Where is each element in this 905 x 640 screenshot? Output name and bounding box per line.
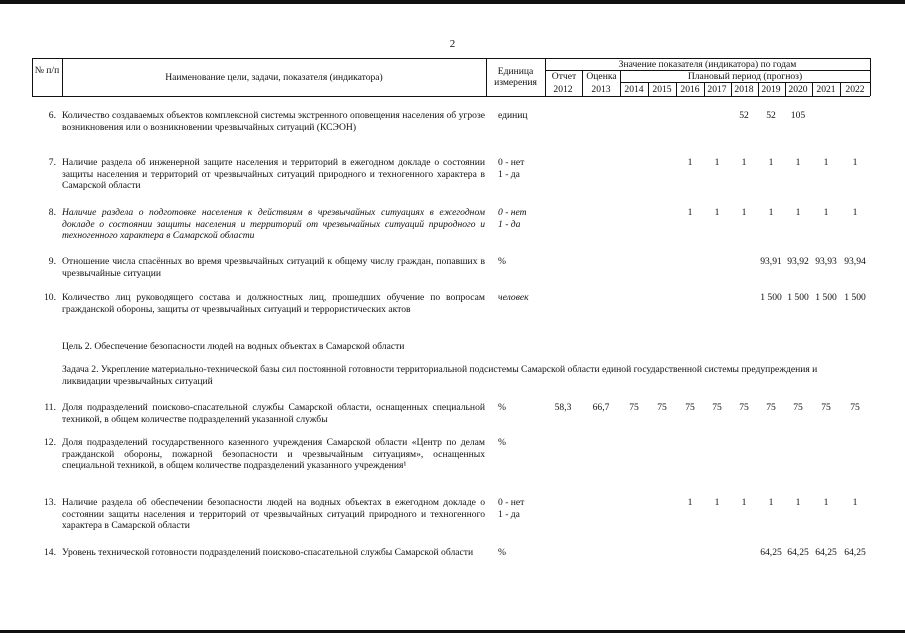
header-estimate: Оценка	[586, 71, 617, 82]
header-unit: Единица измерения	[494, 66, 537, 88]
goal-2: Цель 2. Обеспечение безопасности людей на водных объектах в Самарской области	[62, 341, 405, 352]
task-2-text: Задача 2. Укрепление материально-технической базы сил постоянной готовности территориальной подсистемы Самарской области единой государственной системы предупреждения и ликвидации чрезвычайных ситуаций	[62, 364, 818, 387]
header-year: 2017	[707, 84, 727, 95]
indicator-value: 1	[852, 497, 858, 508]
header-no: № п/п	[34, 65, 60, 76]
indicator-unit: %	[498, 402, 506, 413]
header-year: 2020	[788, 84, 808, 95]
header-year: 2018	[734, 84, 754, 95]
indicator-name: Наличие раздела о подготовке населения к действиям в чрезвычайных ситуациях в ежегодном докладе о состоянии защиты населения и территорий от чрезвычайных ситуаций природного и техногенного характера в Самарской области	[62, 207, 485, 242]
indicator-name: Наличие раздела об инженерной защите населения и территорий в ежегодном докладе о состоянии защиты населения и территорий от чрезвычайных ситуаций природного и техногенного характера в Самарской области	[62, 157, 485, 192]
indicator-value: 1 500	[815, 292, 837, 303]
indicator-value: 1	[823, 497, 829, 508]
indicator-value: 1	[687, 497, 693, 508]
indicator-value: 1	[823, 157, 829, 168]
indicator-name: Доля подразделений поисково-спасательной службы Самарской области, оснащенных специальной техникой, в общем количестве подразделений указанной службы	[62, 402, 485, 425]
indicator-value: 75	[821, 402, 831, 413]
indicator-value: 1 500	[844, 292, 866, 303]
indicator-value: 93,92	[787, 256, 809, 267]
indicator-value: 93,91	[760, 256, 782, 267]
header-year: 2021	[816, 84, 836, 95]
header-name: Наименование цели, задачи, показателя (индикатора)	[165, 72, 383, 83]
header-year: 2012	[553, 84, 573, 95]
scan-bottom-edge	[0, 630, 905, 633]
indicator-name: Количество создаваемых объектов комплексной системы экстренного оповещения населения об угрозе возникновения или о возникновении чрезвычайных ситуаций (КСЭОН)	[62, 110, 485, 133]
header-year: 2013	[591, 84, 611, 95]
indicator-value: 1	[852, 157, 858, 168]
indicator-value: 75	[766, 402, 776, 413]
row-number: 12.	[44, 437, 56, 448]
indicator-value: 1	[795, 207, 801, 218]
indicator-unit: %	[498, 256, 506, 267]
indicator-unit: единиц	[498, 110, 528, 121]
indicator-value: 1	[823, 207, 829, 218]
row-number: 10.	[44, 292, 56, 303]
indicator-value: 1	[741, 497, 747, 508]
row-number: 8.	[48, 207, 56, 218]
indicator-value: 1	[687, 157, 693, 168]
header-report: Отчет	[551, 71, 577, 82]
indicator-value: 1 500	[760, 292, 782, 303]
row-number: 14.	[44, 547, 56, 558]
row-number: 9.	[48, 256, 56, 267]
page-number: 2	[449, 38, 456, 50]
row-number: 7.	[48, 157, 56, 168]
indicator-value: 1	[852, 207, 858, 218]
indicator-value: 1	[687, 207, 693, 218]
header-plan: Плановый период (прогноз)	[687, 71, 803, 82]
header-year: 2022	[845, 84, 865, 95]
indicator-value: 1	[795, 157, 801, 168]
header-values-group: Значение показателя (индикатора) по годам	[618, 59, 797, 70]
indicator-value: 1	[714, 207, 720, 218]
indicator-value: 1	[741, 207, 747, 218]
indicator-name: Доля подразделений государственного казенного учреждения Самарской области «Центр по делам гражданской обороны, пожарной безопасности и чрезвычайным ситуациям», оснащенных специальной техникой, в общем количестве подразделений указанного учреждения¹	[62, 437, 485, 472]
scan-top-edge	[0, 0, 905, 4]
header-year: 2014	[624, 84, 644, 95]
indicator-value: 75	[739, 402, 749, 413]
indicator-value: 1	[714, 157, 720, 168]
indicator-value: 75	[793, 402, 803, 413]
indicator-value: 66,7	[592, 402, 610, 413]
indicator-value: 1	[768, 157, 774, 168]
indicator-value: 52	[766, 110, 776, 121]
indicator-value: 75	[629, 402, 639, 413]
indicator-value: 64,25	[844, 547, 866, 558]
indicator-value: 93,94	[844, 256, 866, 267]
indicator-value: 1 500	[787, 292, 809, 303]
indicator-value: 1	[795, 497, 801, 508]
indicator-unit: %	[498, 437, 506, 448]
header-year: 2015	[652, 84, 672, 95]
indicator-value: 1	[741, 157, 747, 168]
indicator-value: 1	[768, 207, 774, 218]
indicator-unit: 0 - нет 1 - да	[498, 157, 525, 180]
row-number: 11.	[44, 402, 56, 413]
indicator-unit: 0 - нет 1 - да	[498, 497, 525, 520]
indicator-value: 1	[714, 497, 720, 508]
indicator-value: 64,25	[815, 547, 837, 558]
task-2	[62, 364, 862, 387]
indicator-name: Количество лиц руководящего состава и должностных лиц, прошедших обучение по вопросам гражданской обороны, защиты от чрезвычайных ситуаций и террористических актов	[62, 292, 485, 315]
indicator-unit: %	[498, 547, 506, 558]
row-number: 6.	[48, 110, 56, 121]
indicator-value: 1	[768, 497, 774, 508]
indicator-name: Наличие раздела об обеспечении безопасности людей на водных объектах в ежегодном докладе о состоянии защиты населения и территорий от чрезвычайных ситуаций природного и техногенного характера в Самарской области	[62, 497, 485, 532]
header-year: 2019	[761, 84, 781, 95]
indicator-value: 58,3	[554, 402, 572, 413]
header-year: 2016	[680, 84, 700, 95]
row-number: 13.	[44, 497, 56, 508]
indicator-name: Отношение числа спасённых во время чрезвычайных ситуаций к общему числу граждан, попавших в чрезвычайные ситуации	[62, 256, 485, 279]
indicator-value: 105	[790, 110, 806, 121]
indicator-value: 75	[712, 402, 722, 413]
indicator-value: 75	[685, 402, 695, 413]
indicator-value: 52	[739, 110, 749, 121]
indicator-unit: 0 - нет 1 - да	[498, 207, 527, 230]
indicator-value: 75	[657, 402, 667, 413]
indicator-value: 64,25	[787, 547, 809, 558]
indicator-name: Уровень технической готовности подразделений поисково-спасательной службы Самарской области	[62, 547, 474, 558]
indicator-unit: человек	[498, 292, 529, 303]
indicator-value: 64,25	[760, 547, 782, 558]
indicator-value: 93,93	[815, 256, 837, 267]
indicator-value: 75	[850, 402, 860, 413]
